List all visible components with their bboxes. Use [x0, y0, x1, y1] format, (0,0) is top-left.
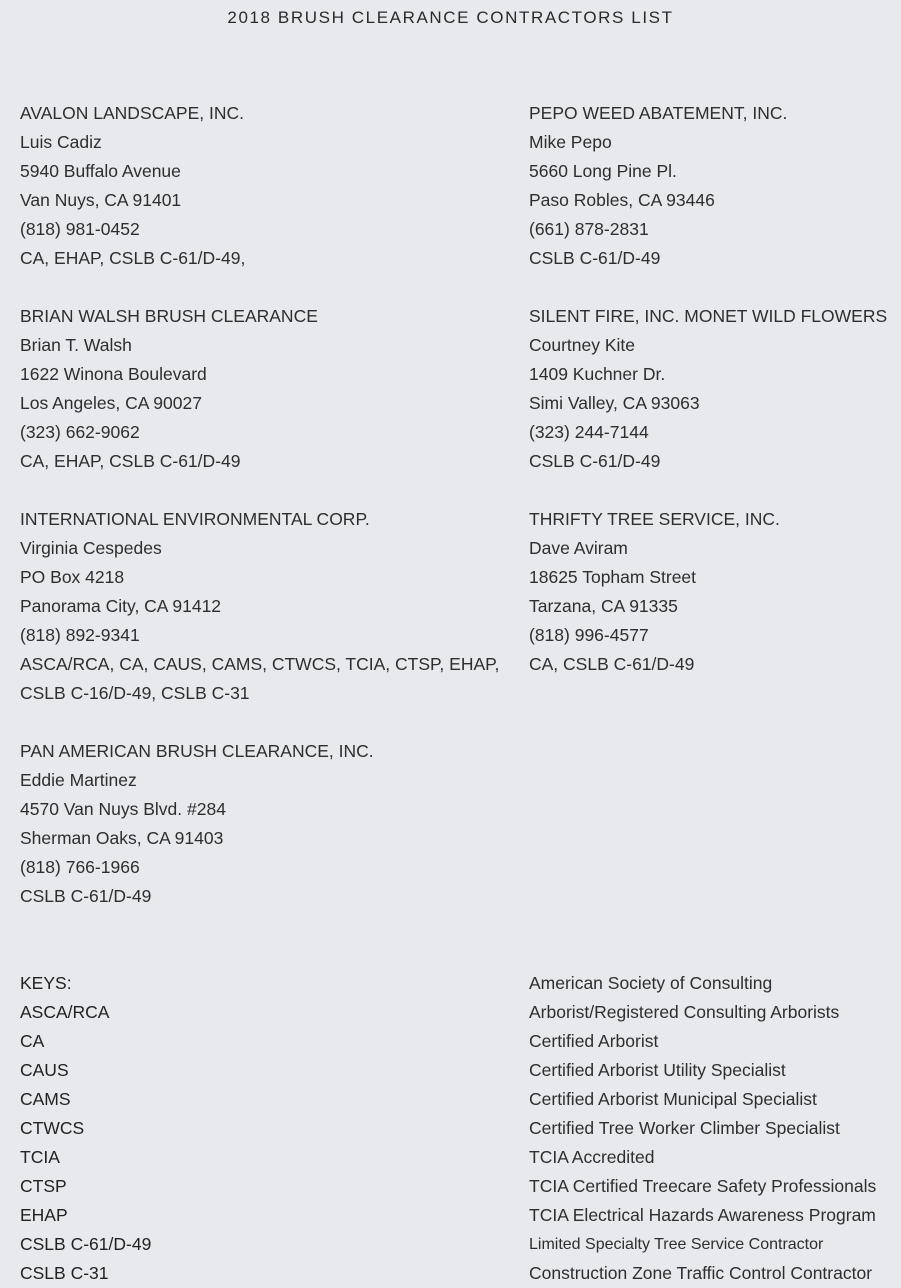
contractor-entry [529, 302, 901, 476]
contact-name: Virginia Cespedes [20, 538, 162, 558]
key-abbreviation: CAMS [20, 1089, 71, 1109]
key-row [0, 1056, 901, 1085]
contact-name: Mike Pepo [529, 132, 612, 152]
phone-number: (818) 892-9341 [20, 625, 140, 645]
contractor-entry [529, 99, 901, 273]
key-row [0, 1201, 901, 1230]
key-abbreviation: CSLB C-31 [20, 1263, 109, 1283]
key-description: Arborist/Registered Consulting Arborists [529, 1002, 840, 1022]
city-state-zip: Panorama City, CA 91412 [20, 596, 222, 616]
contractor-entry [20, 99, 520, 273]
phone-number: (661) 878-2831 [529, 219, 649, 239]
contact-name: Eddie Martinez [20, 770, 137, 790]
key-row [0, 969, 901, 998]
certifications: CSLB C-61/D-49 [529, 248, 661, 268]
phone-number: (818) 981-0452 [20, 219, 140, 239]
key-description: American Society of Consulting [529, 973, 773, 993]
street-address: 5940 Buffalo Avenue [20, 161, 181, 181]
street-address: PO Box 4218 [20, 567, 125, 587]
city-state-zip: Tarzana, CA 91335 [529, 596, 678, 616]
keys-legend [0, 969, 901, 1288]
key-description: Certified Tree Worker Climber Specialist [529, 1118, 840, 1138]
key-abbreviation: CA [20, 1031, 45, 1051]
contractor-entry [20, 737, 520, 911]
contractor-name: PAN AMERICAN BRUSH CLEARANCE, INC. [20, 741, 374, 761]
key-row [0, 1114, 901, 1143]
certifications: CSLB C-61/D-49 [20, 886, 152, 906]
key-description: Certified Arborist Utility Specialist [529, 1060, 786, 1080]
street-address: 5660 Long Pine Pl. [529, 161, 677, 181]
key-abbreviation: CTWCS [20, 1118, 85, 1138]
street-address: 4570 Van Nuys Blvd. #284 [20, 799, 226, 819]
city-state-zip: Sherman Oaks, CA 91403 [20, 828, 224, 848]
contractor-name: PEPO WEED ABATEMENT, INC. [529, 103, 788, 123]
key-description: Limited Specialty Tree Service Contractor [529, 1236, 824, 1253]
contractor-entry [20, 505, 520, 708]
certifications: ASCA/RCA, CA, CAUS, CAMS, CTWCS, TCIA, CTSP, EHAP, [20, 654, 500, 674]
city-state-zip: Van Nuys, CA 91401 [20, 190, 182, 210]
contractor-entry [529, 505, 901, 679]
street-address: 18625 Topham Street [529, 567, 697, 587]
key-abbreviation: EHAP [20, 1205, 68, 1225]
certifications: CA, EHAP, CSLB C-61/D-49, [20, 248, 246, 268]
key-row [0, 1259, 901, 1288]
key-abbreviation: CTSP [20, 1176, 67, 1196]
phone-number: (323) 244-7144 [529, 422, 649, 442]
city-state-zip: Simi Valley, CA 93063 [529, 393, 700, 413]
key-description: TCIA Certified Treecare Safety Professionals [529, 1176, 877, 1196]
phone-number: (818) 996-4577 [529, 625, 649, 645]
certifications: CSLB C-61/D-49 [529, 451, 661, 471]
contact-name: Brian T. Walsh [20, 335, 132, 355]
key-description: TCIA Accredited [529, 1147, 655, 1167]
contractor-name: BRIAN WALSH BRUSH CLEARANCE [20, 306, 318, 326]
key-description: Certified Arborist [529, 1031, 659, 1051]
key-description: TCIA Electrical Hazards Awareness Program [529, 1205, 876, 1225]
key-row [0, 998, 901, 1027]
keys-heading: KEYS: [20, 973, 72, 993]
key-description: Certified Arborist Municipal Specialist [529, 1089, 817, 1109]
key-abbreviation: ASCA/RCA [20, 1002, 110, 1022]
key-row [0, 1143, 901, 1172]
key-row [0, 1085, 901, 1114]
key-row [0, 1027, 901, 1056]
certifications: CA, EHAP, CSLB C-61/D-49 [20, 451, 241, 471]
contractor-name: AVALON LANDSCAPE, INC. [20, 103, 244, 123]
key-abbreviation: CSLB C-61/D-49 [20, 1234, 152, 1254]
street-address: 1622 Winona Boulevard [20, 364, 207, 384]
contractors-right-column [529, 99, 901, 679]
key-description: Construction Zone Traffic Control Contractor [529, 1263, 873, 1283]
contractor-entry [20, 302, 520, 476]
certifications: CSLB C-16/D-49, CSLB C-31 [20, 683, 250, 703]
key-row [0, 1230, 901, 1259]
page-title: 2018 BRUSH CLEARANCE CONTRACTORS LIST [227, 8, 674, 27]
contractor-name: INTERNATIONAL ENVIRONMENTAL CORP. [20, 509, 370, 529]
key-abbreviation: TCIA [20, 1147, 60, 1167]
key-abbreviation: CAUS [20, 1060, 69, 1080]
contact-name: Courtney Kite [529, 335, 636, 355]
certifications: CA, CSLB C-61/D-49 [529, 654, 695, 674]
contact-name: Dave Aviram [529, 538, 628, 558]
phone-number: (818) 766-1966 [20, 857, 140, 877]
city-state-zip: Paso Robles, CA 93446 [529, 190, 715, 210]
contractors-left-column [20, 99, 520, 911]
key-row [0, 1172, 901, 1201]
street-address: 1409 Kuchner Dr. [529, 364, 666, 384]
contact-name: Luis Cadiz [20, 132, 102, 152]
contractor-name: SILENT FIRE, INC. MONET WILD FLOWERS [529, 306, 888, 326]
contractor-name: THRIFTY TREE SERVICE, INC. [529, 509, 780, 529]
phone-number: (323) 662-9062 [20, 422, 140, 442]
city-state-zip: Los Angeles, CA 90027 [20, 393, 202, 413]
